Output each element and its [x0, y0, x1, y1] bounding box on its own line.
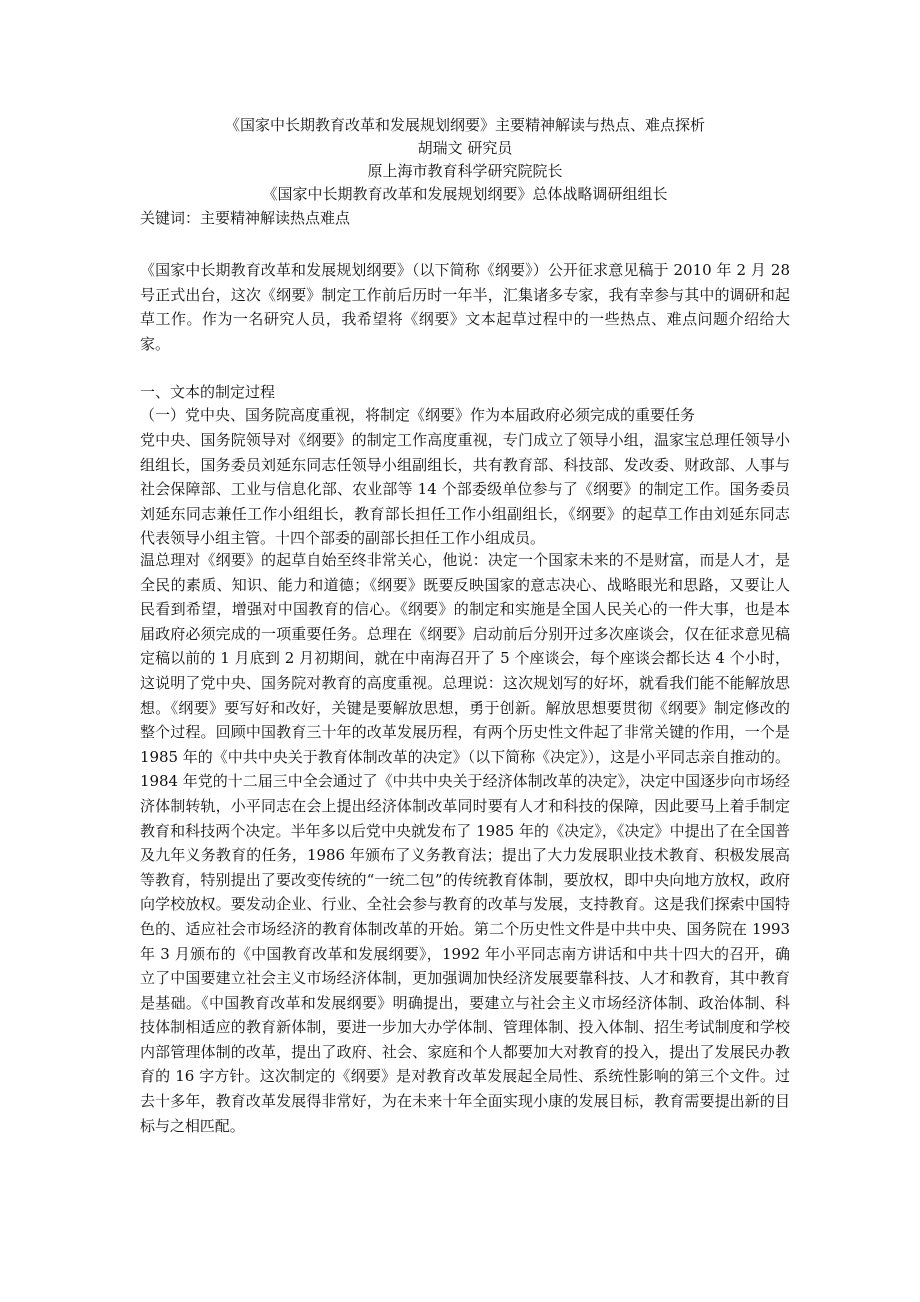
- author-line: 胡瑞文 研究员: [417, 139, 513, 157]
- keywords-line: 关键词：主要精神解读热点难点: [140, 209, 351, 227]
- document-header: [140, 114, 790, 206]
- subsection-heading: （一）党中央、国务院高度重视，将制定《纲要》作为本届政府必须完成的重要任务: [140, 406, 696, 424]
- intro-paragraph: 《国家中长期教育改革和发展规划纲要》（以下简称《纲要》）公开征求意见稿于 2010 年 2 月 28 号正式出台，这次《纲要》制定工作前后历时一年半，汇集诸多专家，我有幸参与其中的调研和起草工作。作为一名研究人员，我希望将《纲要》文本起草过程中的一些热点、难点问题介绍给大家。: [140, 261, 790, 353]
- author-role: 《国家中长期教育改革和发展规划纲要》总体战略调研组组长: [262, 185, 668, 203]
- author-position: 原上海市教育科学研究院院长: [367, 162, 563, 180]
- section-heading: 一、文本的制定过程: [140, 383, 276, 401]
- document-title: 《国家中长期教育改革和发展规划纲要》主要精神解读与热点、难点探析: [224, 116, 705, 134]
- body-paragraph-2: 温总理对《纲要》的起草自始至终非常关心，他说：决定一个国家未来的不是财富，而是人才，是全民的素质、知识、能力和道德；《纲要》既要反映国家的意志决心、战略眼光和思路，又要让人民看到希望，增强对中国教育的信心。《纲要》的制定和实施是全国人民关心的一件大事，也是本届政府必须完成的一项重要任务。总理在《纲要》启动前后分别开过多次座谈会，仅在征求意见稿定稿以前的 1 月底到 2 月初期间，就在中南海召开了 5 个座谈会，每个座谈会都长达 4 个小时，这说明了党中央、国务院对教育的高度重视。总理说：这次规划写的好坏，就看我们能不能解放思想。《纲要》要写好和改好，关键是要解放思想，勇于创新。解放思想要贯彻《纲要》制定修改的整个过程。回顾中国教育三十年的改革发展历程，有两个历史性文件起了非常关键的作用，一个是 1985 年的《中共中央关于教育体制改革的决定》（以下简称《决定》），这是小平同志亲自推动的。1984 年党的十二届三中全会通过了《中共中央关于经济体制改革的决定》，决定中国逐步向市场经济体制转轨，小平同志在会上提出经济体制改革同时要有人才和科技的保障，因此要马上着手制定教育和科技两个决定。半年多以后党中央就发布了 1985 年的《决定》，《决定》中提出了在全国普及九年义务教育的任务，1986 年颁布了义务教育法；提出了大力发展职业技术教育、积极发展高等教育，特别提出了要改变传统的“一统二包”的传统教育体制，要放权，即中央向地方放权，政府向学校放权。要发动企业、行业、全社会参与教育的改革与发展，支持教育。这是我们探索中国特色的、适应社会市场经济的教育体制改革的开始。第二个历史性文件是中共中央、国务院在 1993 年 3 月颁布的《中国教育改革和发展纲要》，1992 年小平同志南方讲话和中共十四大的召开，确立了中国要建立社会主义市场经济体制，更加强调加快经济发展要靠科技、人才和教育，其中教育是基础。《中国教育改革和发展纲要》明确提出，要建立与社会主义市场经济体制、政治体制、科技体制相适应的教育新体制，要进一步加大办学体制、管理体制、投入体制、招生考试制度和学校内部管理体制的改革，提出了政府、社会、家庭和个人都要加大对教育的投入，提出了发展民办教育的 16 字方针。这次制定的《纲要》是对教育改革发展起全局性、系统性影响的第三个文件。过去十多年，教育改革发展得非常好，为在未来十年全面实现小康的发展目标，教育需要提出新的目标与之相匹配。: [140, 551, 790, 1135]
- body-paragraph-1: 党中央、国务院领导对《纲要》的制定工作高度重视，专门成立了领导小组，温家宝总理任领导小组组长，国务委员刘延东同志任领导小组副组长，共有教育部、科技部、发改委、财政部、人事与社会保障部、工业与信息化部、农业部等 14 个部委级单位参与了《纲要》的制定工作。国务委员刘延东同志兼任工作小组组长，教育部长担任工作小组副组长，《纲要》的起草工作由刘延东同志代表领导小组主管。十四个部委的副部长担任工作小组成员。: [140, 431, 790, 548]
